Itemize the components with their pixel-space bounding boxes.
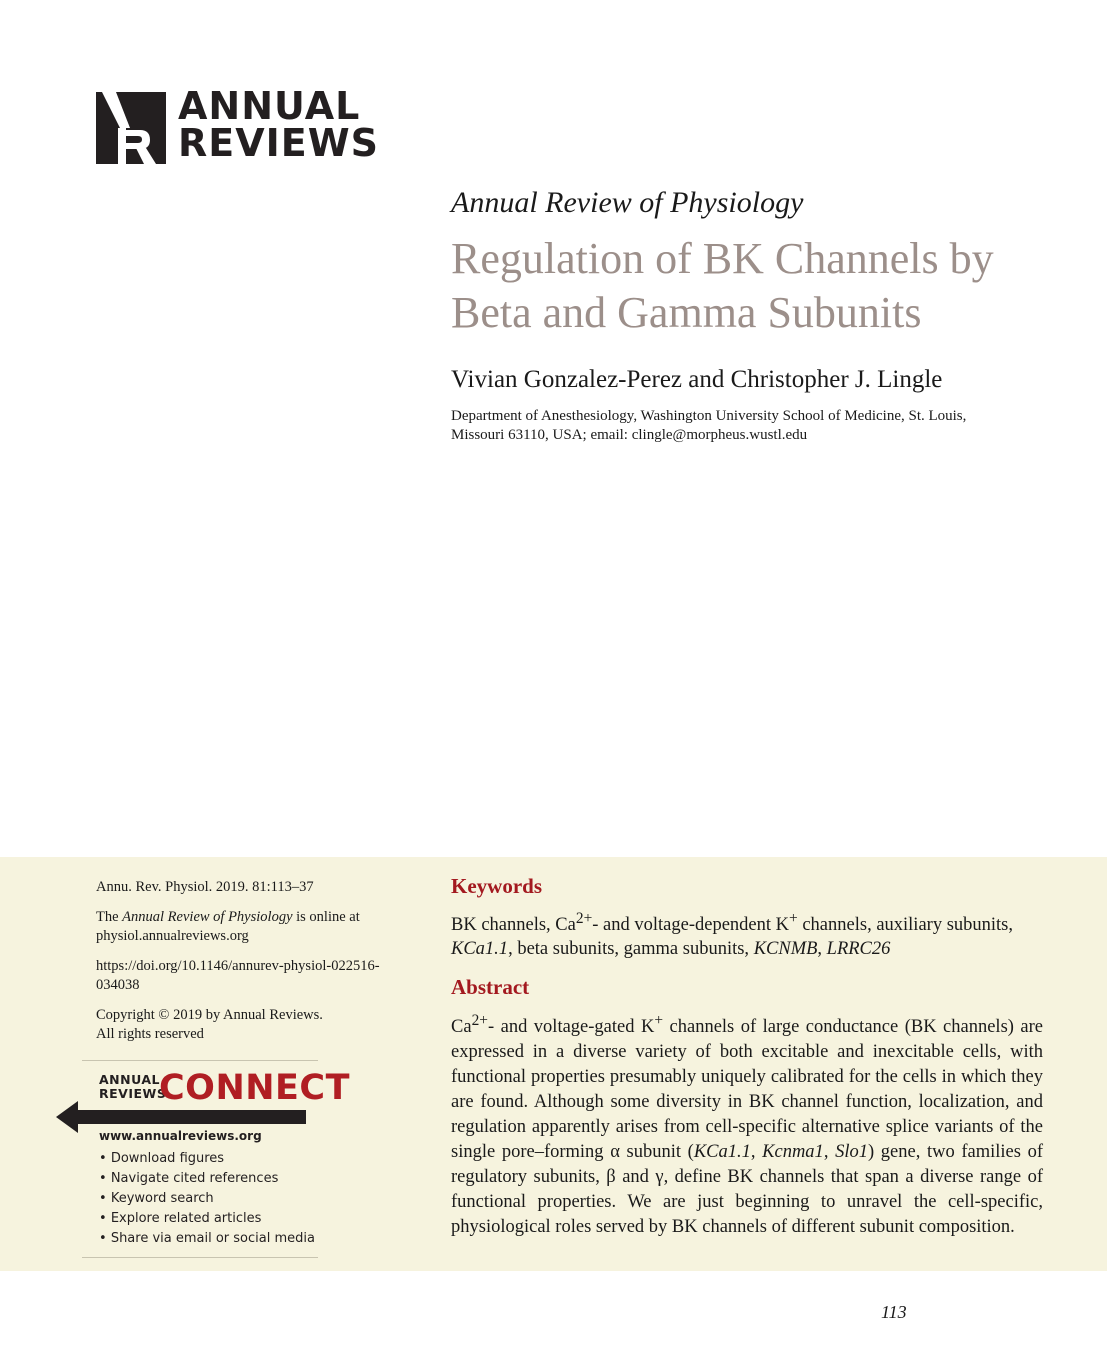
abs-text: , (823, 1142, 836, 1163)
abs-italic: Kcnma1 (762, 1142, 824, 1163)
kw-sup: + (789, 910, 798, 927)
abstract-heading: Abstract (451, 975, 530, 1000)
kw-text: , beta subunits, gamma subunits, (508, 939, 754, 960)
doi-link[interactable]: https://doi.org/10.1146/annurev-physiol-022516-034038 (96, 958, 380, 993)
abs-sup: + (654, 1012, 664, 1030)
connect-small-line1: ANNUAL (99, 1072, 161, 1087)
list-item: • Share via email or social media (99, 1229, 315, 1249)
article-title: Regulation of BK Channels by Beta and Gamma Subunits (451, 234, 994, 337)
kw-italic: KCNMB (753, 939, 818, 960)
annual-reviews-connect (82, 1060, 350, 1258)
abs-text: Ca (451, 1017, 472, 1038)
logo-line2: REVIEWS (178, 121, 380, 165)
online-note (96, 908, 416, 946)
connect-small-line2: REVIEWS (99, 1086, 167, 1101)
authors: Vivian Gonzalez-Perez and Christopher J. Lingle (451, 366, 943, 393)
connect-small-logo (99, 1073, 166, 1101)
copyright (96, 1006, 416, 1044)
online-pre: The (96, 909, 123, 925)
kw-text: - and voltage-dependent K (592, 915, 790, 936)
kw-text: , (817, 939, 827, 960)
connect-url[interactable]: www.annualreviews.org (99, 1129, 262, 1143)
abs-italic: KCa1.1 (693, 1142, 751, 1163)
logo-line1: ANNUAL (178, 84, 361, 128)
abs-text: , (750, 1142, 763, 1163)
sidebar-info (96, 878, 416, 1055)
kw-sup: 2+ (575, 910, 593, 927)
online-journal: Annual Review of Physiology (122, 909, 293, 925)
kw-italic: LRRC26 (826, 939, 891, 960)
keywords-abstract (451, 874, 1043, 1240)
connect-feature-list (99, 1149, 315, 1249)
abs-text: channels of large conductance (BK channels) are expressed in a diverse variety of both excitable and inexcitable cells, with functional properties presumably uniquely calibrated for the cells in which they are found. Although some diversity in BK channel function, localization, and regulation apparently arises from cell-specific alternative splice variants of the single pore–forming α subunit ( (451, 1017, 1043, 1163)
kw-text: channels, auxiliary subunits, (797, 915, 1013, 936)
list-item: • Navigate cited references (99, 1169, 315, 1189)
ar-logo-mark-icon (96, 92, 166, 164)
journal-name: Annual Review of Physiology (451, 186, 804, 219)
abs-sup: 2+ (471, 1012, 488, 1030)
list-item: • Explore related articles (99, 1209, 315, 1229)
annual-reviews-logo (96, 84, 380, 165)
page-number: 113 (881, 1302, 907, 1322)
abs-text: - and voltage-gated K (487, 1017, 655, 1038)
abs-text: ) gene, two families of regulatory subunits, β and γ, define BK channels that span a diverse range of functional properties. We are just beginning to unravel the cell-specific, physiological roles served by BK channels of different subunit composition. (451, 1142, 1043, 1238)
online-post: is online at physiol.annualreviews.org (96, 909, 360, 944)
kw-text: BK channels, Ca (451, 915, 576, 936)
list-item: • Download figures (99, 1149, 315, 1169)
keywords-text (451, 907, 1043, 961)
copyright-line1: Copyright © 2019 by Annual Reviews. (96, 1007, 323, 1023)
affiliation: Department of Anesthesiology, Washington University School of Medicine, St. Louis, Missouri 63110, USA; email: clingle@morpheus.wustl.edu (451, 408, 967, 443)
citation: Annu. Rev. Physiol. 2019. 81:113–37 (96, 879, 314, 895)
kw-italic: KCa1.1 (451, 939, 509, 960)
copyright-line2: All rights reserved (96, 1026, 204, 1042)
abstract-text (451, 1008, 1043, 1240)
abs-italic: Slo1 (835, 1142, 868, 1163)
logo-wordmark (178, 84, 380, 165)
keywords-heading: Keywords (451, 874, 542, 898)
connect-wordmark: CONNECT (159, 1068, 350, 1108)
list-item: • Keyword search (99, 1189, 315, 1209)
